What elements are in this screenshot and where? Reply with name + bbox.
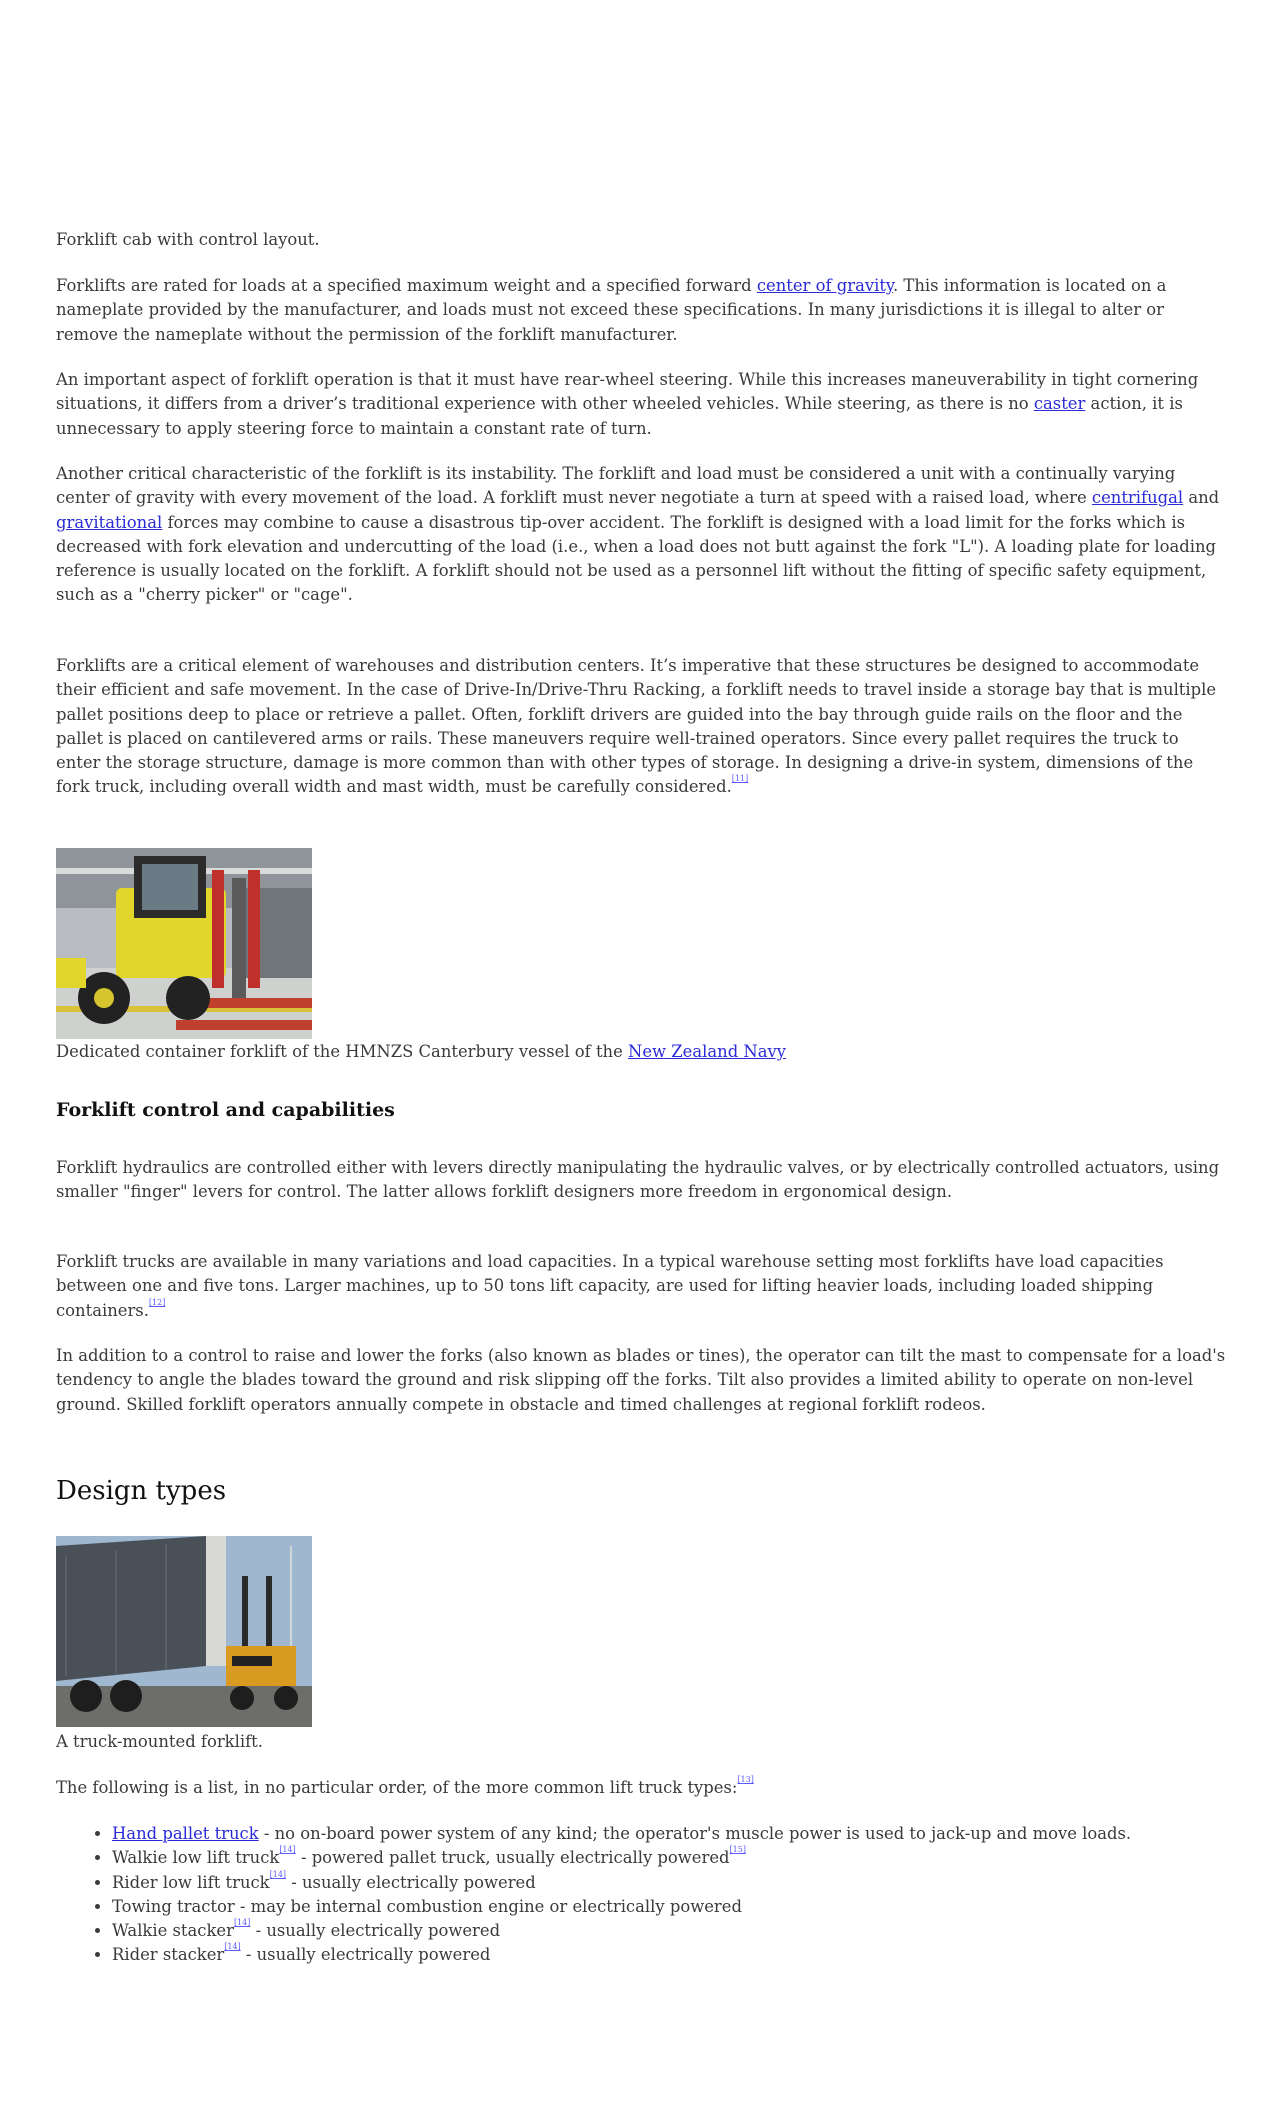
list-item: • Towing tractor - may be internal combustion engine or electrically powered (112, 1895, 1226, 1919)
citation-link[interactable]: [14] (279, 1845, 296, 1855)
paragraph-tilt: In addition to a control to raise and lower the forks (also known as blades or tines), the operator can tilt the mast to compensate for a load's tendency to angle the blades toward the ground and risk slipping off the forks. Tilt also provides a limited ability to operate on non-level ground. Skilled forklift operators annually compete in obstacle and timed challenges at regional forklift rodeos. (56, 1346, 1226, 1414)
list-item: • Rider low lift truck[14] - usually electrically powered (112, 1871, 1226, 1895)
link-hand-pallet-truck[interactable]: Hand pallet truck (112, 1824, 259, 1843)
citation-link[interactable]: [12] (148, 1297, 166, 1307)
citation-link[interactable]: [11] (731, 774, 749, 784)
image-caption-truck: A truck-mounted forklift. (56, 1732, 263, 1751)
paragraph-list-intro: The following is a list, in no particular order, of the more common lift truck types:[13] (56, 1775, 754, 1797)
truck-mounted-forklift-photo (56, 1536, 312, 1727)
list-item: • Walkie stacker[14] - usually electrically powered (112, 1919, 1226, 1943)
citation-link[interactable]: [13] (737, 1775, 754, 1784)
link-caster[interactable]: caster (1033, 394, 1086, 414)
paragraph-warehouses: Forklifts are a critical element of warehouses and distribution centers. It’s imperative that these structures be designed to accommodate their efficient and safe movement. In the case of Drive-In/Drive-Thru Racking, a forklift needs to travel inside a storage bay that is multiple pallet positions deep to place or retrieve a pallet. Often, forklift drivers are guided into the bay through guide rails on the floor and the pallet is placed on cantilevered arms or rails. These maneuvers require well-trained operators. Since every pallet requires the truck to enter the storage structure, damage is more common than with other types of storage. In designing a drive-in system, dimensions of the fork truck, including overall width and mast width, must be carefully considered.[11] (56, 656, 1217, 797)
paragraph-instability: Another critical characteristic of the forklift is its instability. The forklift and load must be considered a unit with a continually varying center of gravity with every movement of the load. A forklift must never negotiate a turn at speed with a raised load, where centrifugal and gravitational forces may combine to cause a disastrous tip-over accident. The forklift is designed with a load limit for the forks which is decreased with fork elevation and undercutting of the load (i.e., when a load does not butt against the fork "L"). A loading plate for loading reference is usually located on the forklift. A forklift should not be used as a personnel lift without the fitting of specific safety equipment, such as a "cherry picker" or "cage". (56, 464, 1220, 605)
section-heading-control: Forklift control and capabilities (56, 1099, 395, 1121)
truck-forklift-image (56, 1536, 312, 1727)
list-item: • Walkie low lift truck[14] - powered pallet truck, usually electrically powered[15] (112, 1846, 1226, 1870)
paragraph-rating: Forklifts are rated for loads at a specified maximum weight and a specified forward center of gravity. This information is located on a nameplate provided by the manufacturer, and loads must not exceed these specifications. In many jurisdictions it is illegal to alter or remove the nameplate without the permission of the forklift manufacturer. (56, 276, 1167, 344)
link-gravitational[interactable]: gravitational (56, 512, 163, 532)
section-heading-design-types: Design types (56, 1476, 227, 1506)
citation-link[interactable]: [14] (224, 1942, 241, 1952)
citation-link[interactable]: [14] (233, 1918, 251, 1928)
image-caption-navy: Dedicated container forklift of the HMNZS Canterbury vessel of the New Zealand Navy (56, 1042, 787, 1061)
link-centrifugal[interactable]: centrifugal (1091, 488, 1184, 508)
lift-truck-types-list (56, 1822, 1226, 1968)
citation-link[interactable]: [15] (729, 1845, 746, 1855)
image-caption-cab: Forklift cab with control layout. (56, 230, 320, 249)
paragraph-hydraulics: Forklift hydraulics are controlled either with levers directly manipulating the hydraulic valves, or by electrically controlled actuators, using smaller "finger" levers for control. The latter allows forklift designers more freedom in ergonomical design. (56, 1158, 1220, 1202)
link-new-zealand-navy[interactable]: New Zealand Navy (628, 1042, 787, 1061)
navy-forklift-image (56, 848, 312, 1039)
list-item: • Hand pallet truck - no on-board power system of any kind; the operator's muscle power is used to jack-up and move loads. (112, 1822, 1226, 1846)
list-item: • Rider stacker[14] - usually electrically powered (112, 1943, 1226, 1967)
paragraph-capacities: Forklift trucks are available in many variations and load capacities. In a typical warehouse setting most forklifts have load capacities between one and five tons. Larger machines, up to 50 tons lift capacity, are used for lifting heavier loads, including loaded shipping containers.[12] (56, 1252, 1164, 1320)
citation-link[interactable]: [14] (269, 1869, 287, 1879)
navy-forklift-photo (56, 848, 312, 1039)
link-center-of-gravity[interactable]: center of gravity (756, 276, 894, 295)
paragraph-steering: An important aspect of forklift operation is that it must have rear-wheel steering. While this increases maneuverability in tight cornering situations, it differs from a driver’s traditional experience with other wheeled vehicles. While steering, as there is no caster action, it is unnecessary to apply steering force to maintain a constant rate of turn. (56, 370, 1199, 438)
